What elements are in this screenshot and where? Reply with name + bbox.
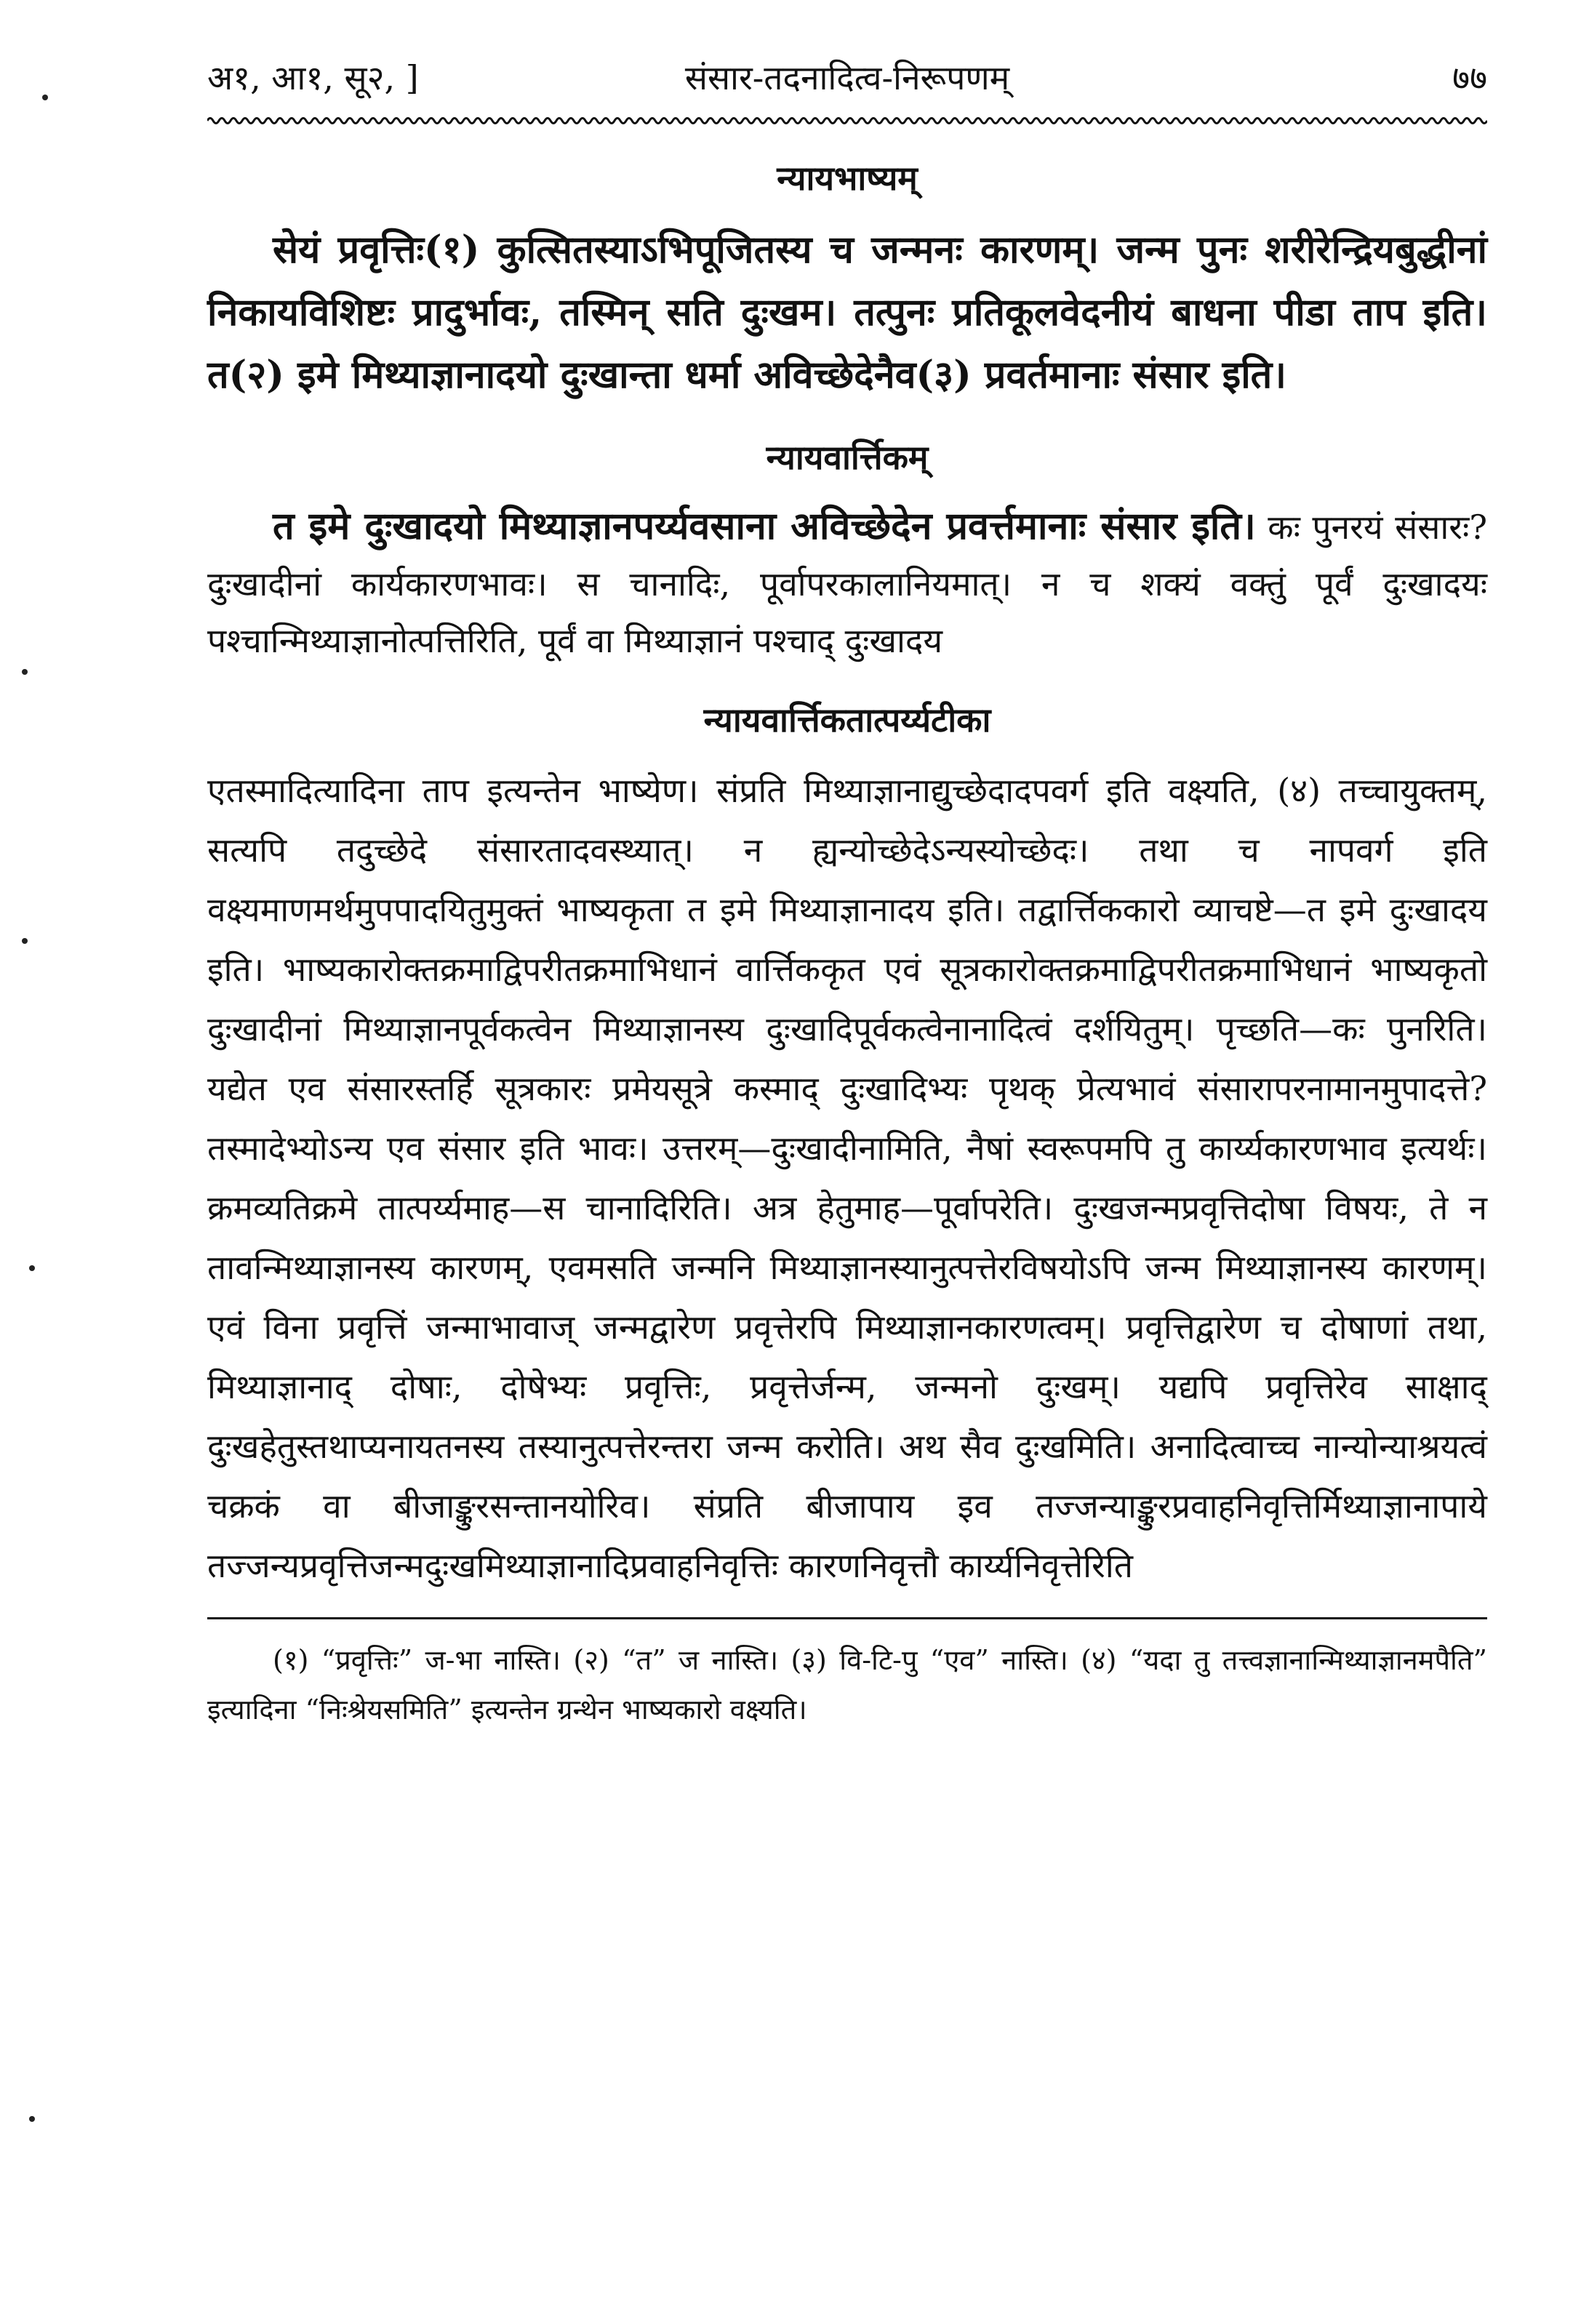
header-wavy-rule — [207, 114, 1487, 127]
running-header — [207, 44, 1487, 113]
footnotes: (१) “प्रवृत्तिः” ज-भा नास्ति। (२) “त” ज नास्ति। (३) वि-टि-पु “एव” नास्ति। (४) “यदा तु तत्त्वज्ञानान्मिथ्याज्ञानमपैति” इत्यादिना “निःश्रेयसमिति” इत्यन्तेन ग्रन्थेन भाष्यकारो वक्ष्यति। — [207, 1644, 1487, 1726]
book-page — [207, 44, 1487, 1734]
chapter-reference: अ१, आ१, सू२, ] — [207, 58, 419, 97]
tika-text: एतस्मादित्यादिना ताप इत्यन्तेन भाष्येण। संप्रति मिथ्याज्ञानाद्युच्छेदादपवर्ग इति वक्ष्यति, (४) तच्चायुक्तम्, सत्यपि तदुच्छेदे संसारतादवस्थ्यात्। न ह्यन्योच्छेदेऽन्यस्योच्छेदः। तथा च नापवर्ग इति वक्ष्यमाणमर्थमुपपादयितुमुक्तं भाष्यकृता त इमे मिथ्याज्ञानादय इति। तद्वार्त्तिककारो व्याचष्टे—त इमे दुःखादय इति। भाष्यकारोक्तक्रमाद्विपरीतक्रमाभिधानं वार्त्तिककृत एवं सूत्रकारोक्तक्रमाद्विपरीतक्रमाभिधानं भाष्यकृतो दुःखादीनां मिथ्याज्ञानपूर्वकत्वेन मिथ्याज्ञानस्य दुःखादिपूर्वकत्वेनानादित्वं दर्शयितुम्। पृच्छति—कः पुनरिति। यद्येत एव संसारस्तर्हि सूत्रकारः प्रमेयसूत्रे कस्माद् दुःखादिभ्यः पृथक् प्रेत्यभावं संसारापरनामानमुपादत्ते? तस्मादेभ्योऽन्य एव संसार इति भावः। उत्तरम्—दुःखादीनामिति, नैषां स्वरूपमपि तु कार्य्यकारणभाव इत्यर्थः। क्रमव्यतिक्रमे तात्पर्य्यमाह—स चानादिरिति। अत्र हेतुमाह—पूर्वापरेति। दुःखजन्मप्रवृत्तिदोषा विषयः, ते न तावन्मिथ्याज्ञानस्य कारणम्, एवमसति जन्मनि मिथ्याज्ञानस्यानुत्पत्तेरविषयोऽपि जन्म मिथ्याज्ञानस्य कारणम्। एवं विना प्रवृत्तिं जन्माभावाज् जन्मद्वारेण प्रवृत्तेरपि मिथ्याज्ञानकारणत्वम्। प्रवृत्तिद्वारेण च दोषाणां तथा, मिथ्याज्ञानाद् दोषाः, दोषेभ्यः प्रवृत्तिः, प्रवृत्तेर्जन्म, जन्मनो दुःखम्। यद्यपि प्रवृत्तिरेव साक्षाद् दुःखहेतुस्तथाप्यनायतनस्य तस्यानुत्पत्तेरन्तरा जन्म करोति। अथ सैव दुःखमिति। अनादित्वाच्च नान्योन्याश्रयत्वं चक्रकं वा बीजाङ्कुरसन्तानयोरिव। संप्रति बीजापाय इव तज्जन्याङ्कुरप्रवाहनिवृत्तिर्मिथ्याज्ञानापाये तज्जन्यप्रवृत्तिजन्मदुःखमिथ्याज्ञानादिप्रवाहनिवृत्तिः कारणनिवृत्तौ कार्य्यनिवृत्तेरिति — [207, 771, 1487, 1585]
varttika-text — [207, 498, 1487, 669]
footnote-rule — [207, 1617, 1487, 1619]
varttika-heading: न्यायवार्त्तिकम् — [766, 438, 929, 477]
margin-speck — [29, 1265, 35, 1271]
margin-speck — [29, 2116, 35, 2122]
page-number: ७७ — [1452, 58, 1487, 97]
running-title: संसार-तदनादित्व-निरूपणम् — [684, 58, 1010, 97]
varttika-body: कः पुनरयं संसारः? दुःखादीनां कार्यकारणभावः। स चानादिः, पूर्वापरकालानियमात्। न च शक्यं वक्तुं पूर्वं दुःखादयः पश्चान्मिथ्याज्ञानोत्पत्तिरिति, पूर्वं वा मिथ्याज्ञानं पश्चाद् दुःखादय — [207, 508, 1487, 660]
bhashya-heading: न्यायभाष्यम् — [777, 159, 918, 198]
margin-speck — [22, 938, 28, 944]
tika-heading: न्यायवार्त्तिकतात्पर्य्यटीका — [703, 700, 991, 740]
varttika-lead: त इमे दुःखादयो मिथ्याज्ञानपर्य्यवसाना अविच्छेदेन प्रवर्त्तमानाः संसार इति। — [273, 504, 1256, 548]
bhashya-text: सेयं प्रवृत्तिः(१) कुत्सितस्याऽभिपूजितस्य च जन्मनः कारणम्। जन्म पुनः शरीरेन्द्रियबुद्धीनां निकायविशिष्टः प्रादुर्भावः, तस्मिन् सति दुःखम। तत्पुनः प्रतिकूलवेदनीयं बाधना पीडा ताप इति। त(२) इमे मिथ्याज्ञानादयो दुःखान्ता धर्मा अविच्छेदेनैव(३) प्रवर्तमानाः संसार इति। — [207, 228, 1487, 397]
margin-speck — [22, 669, 28, 675]
margin-speck — [42, 95, 48, 100]
